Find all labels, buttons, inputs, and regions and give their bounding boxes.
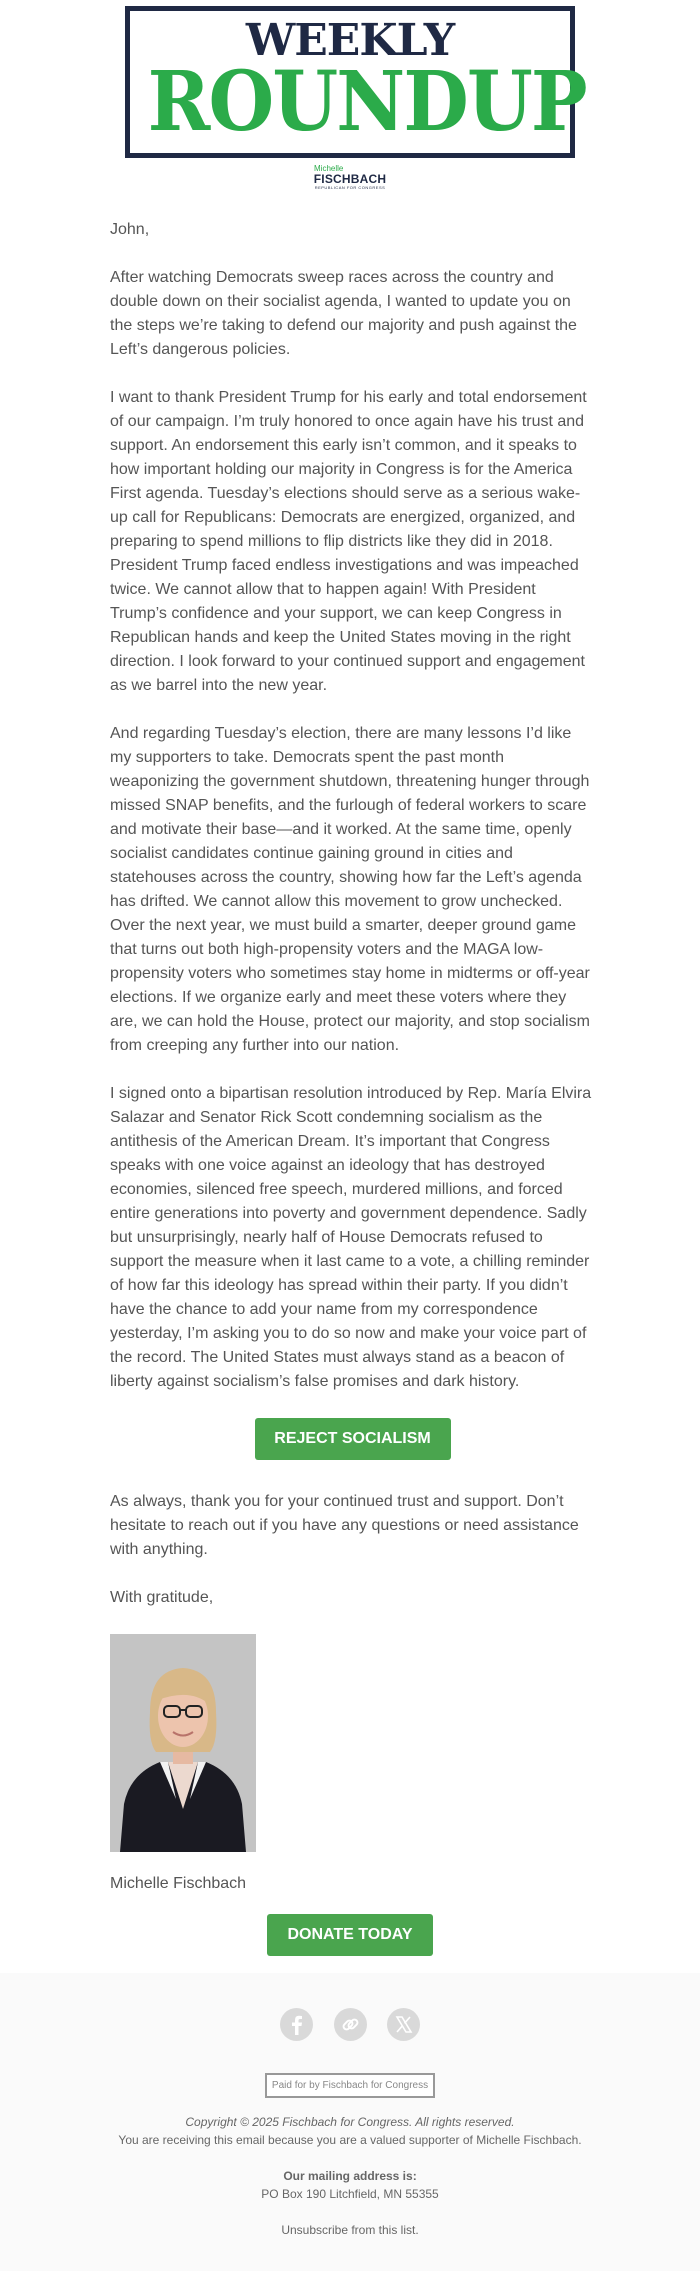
closing-paragraph: As always, thank you for your continued trust and support. Don’t hesitate to reach out if you have any questions or need assistance with anything. [110, 1493, 579, 1558]
copyright-text: Copyright © 2025 Fischbach for Congress. All rights reserved. [185, 2115, 515, 2129]
weekly-roundup-banner [125, 6, 586, 158]
signature-photo [110, 1634, 256, 1852]
unsubscribe-link[interactable]: Unsubscribe from this list. [281, 2223, 419, 2237]
link-icon[interactable] [334, 2008, 367, 2041]
body-paragraph: After watching Democrats sweep races across the country and double down on their socialist agenda, I wanted to update you on the steps we’re taking to defend our majority and push against the Left’s dangerous policies. [110, 269, 577, 358]
body-paragraph: And regarding Tuesday’s election, there are many lessons I’d like my supporters to take. Democrats spent the past month weaponizing the government shutdown, threatening hunger through missed SNAP benefits, and the furlough of federal workers to scare and motivate their base—and it worked. At the same time, openly socialist candidates continue gaining ground in cities and statehouses across the country, showing how far the Left’s agenda has drifted. We cannot allow this movement to grow unchecked. Over the next year, we must build a smarter, deeper ground game that turns out both high-propensity voters and the MAGA low-propensity voters who sometimes stay home in midterms or off-year elections. If we organize early and meet these voters where they are, we can hold the House, protect our majority, and stop socialism from creeping any further into our nation. [110, 725, 590, 1054]
body-paragraph: I want to thank President Trump for his early and total endorsement of our campaign. I’m truly honored to once again have his trust and support. An endorsement this early isn’t common, and it speaks to how important holding our majority in Congress is for the America First agenda. Tuesday’s elections should serve as a serious wake-up call for Republicans: Democrats are energized, organized, and preparing to spend millions to flip districts like they did in 2018. President Trump faced endless investigations and was impeached twice. We cannot allow that to happen again! With President Trump’s confidence and your support, we can keep Congress in Republican hands and keep the United States moving in the right direction. I look forward to your continued support and engagement as we barrel into the new year. [110, 389, 587, 694]
donate-container [0, 1914, 700, 1956]
greeting: John, [110, 221, 150, 238]
logo-tagline: REPUBLICAN FOR CONGRESS [314, 185, 386, 190]
banner-title-roundup: ROUNDUP [147, 54, 586, 150]
logo-last-name: FISCHBACH [313, 172, 387, 186]
mailing-address-label: Our mailing address is: [283, 2169, 417, 2183]
facebook-icon[interactable] [280, 2008, 313, 2041]
banner-title-weekly: WEEKLY [245, 15, 455, 66]
mailing-address: PO Box 190 Litchfield, MN 55355 [261, 2187, 439, 2201]
logo-first-name: Michelle [314, 164, 344, 173]
paid-for-disclaimer: Paid for by Fischbach for Congress [265, 2073, 435, 2098]
body-paragraph: I signed onto a bipartisan resolution introduced by Rep. María Elvira Salazar and Senator Rick Scott condemning socialism as the antithesis of the American Dream. It’s important that Congress speaks with one voice against an ideology that has destroyed economies, silenced free speech, murdered millions, and forced entire generations into poverty and government dependence. Sadly but unsurprisingly, nearly half of House Democrats refused to support the measure when it last came to a vote, a chilling reminder of how far this ideology has spread within their party. If you didn’t have the chance to add your name from my correspondence yesterday, I’m asking you to do so now and make your voice part of the record. The United States must always stand as a beacon of liberty against socialism’s false promises and dark history. [110, 1085, 592, 1390]
email-body [110, 218, 595, 1920]
email-footer [0, 1973, 700, 2271]
portrait-illustration [110, 1634, 256, 1852]
receiving-notice: You are receiving this email because you are a valued supporter of Michelle Fischbach. [118, 2133, 582, 2147]
cta-container [110, 1418, 595, 1460]
signature-name: Michelle Fischbach [110, 1875, 247, 1892]
donate-today-button[interactable]: DONATE TODAY [267, 1914, 433, 1956]
fischbach-logo [300, 164, 400, 192]
social-links [0, 2008, 700, 2041]
reject-socialism-button[interactable]: REJECT SOCIALISM [255, 1418, 451, 1460]
signoff: With gratitude, [110, 1589, 214, 1606]
x-icon[interactable] [387, 2008, 420, 2041]
